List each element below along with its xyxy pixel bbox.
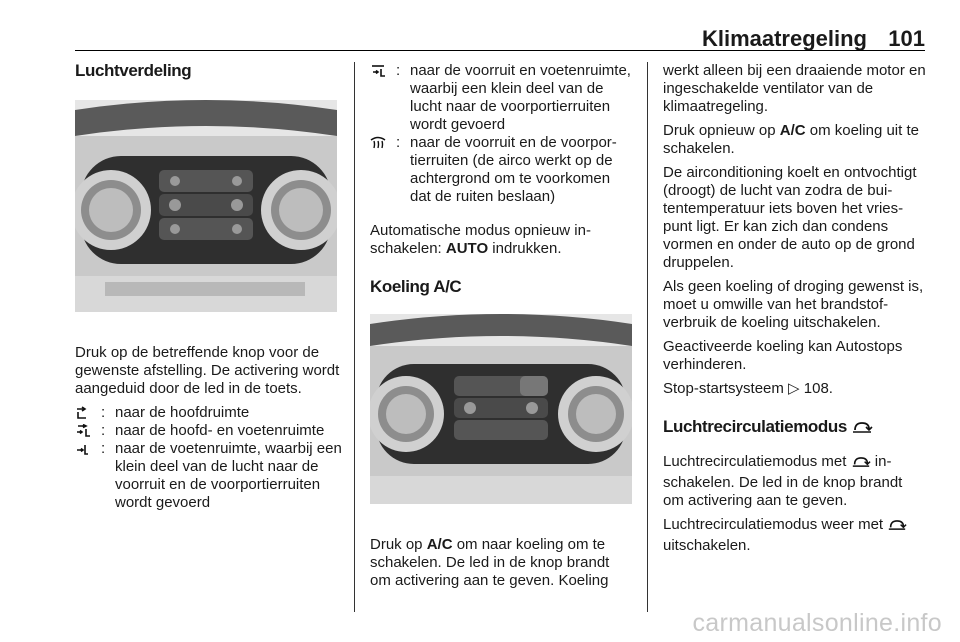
- paragraph-auto-mode: Automatische modus opnieuw inschakelen: AUTO indrukken.: [370, 222, 591, 257]
- airflow-feet-text: naar de voetenruimte, waarbij een klein deel van de lucht naar de voorruit en de voorportierruiten wordt gevoerd: [115, 440, 342, 511]
- paragraph-ac-off: Druk opnieuw op A/C om koeling uit te schakelen.: [663, 122, 919, 157]
- recirculation-icon: [851, 421, 873, 439]
- ac-label: A/C: [779, 122, 806, 139]
- airflow-head-text: naar de hoofdruimte: [115, 404, 250, 421]
- section-heading-luchtverdeling: Luchtverdeling: [75, 61, 192, 80]
- section-heading-recirculatie: Luchtrecirculatiemodus: [663, 418, 927, 439]
- list-item: : naar de voetenruimte, waarbij een klein deel van de lucht naar de voorruit en de voorportierruiten wordt gevoerd: [75, 440, 347, 512]
- airflow-definition-list: [75, 404, 347, 512]
- column-divider-1: [354, 62, 355, 612]
- ac-label: A/C: [426, 536, 453, 553]
- recirculation-icon: [887, 519, 907, 537]
- recirculation-icon: [851, 456, 871, 474]
- column-1: [75, 62, 347, 512]
- section-heading-koeling: Koeling A/C: [370, 277, 462, 296]
- paragraph-ac-condition: werkt alleen bij een draaiende motor en ingeschakelde ventilator van de klimaatregeling.: [663, 62, 926, 115]
- paragraph-press-button: Druk op de betreffende knop voor de gewenste afstelling. De activering wordt aangeduid door de led in de toets.: [75, 344, 340, 397]
- auto-label: AUTO: [445, 240, 489, 257]
- airflow-head-icon: [75, 404, 101, 422]
- paragraph-ac-on: Druk op A/C om naar koeling om te schakelen. De led in de knop brandt om activering aan te geven. Koeling: [370, 536, 610, 589]
- list-item: : naar de hoofdruimte: [75, 404, 347, 422]
- airflow-feet-icon: [75, 440, 101, 458]
- page-number: 101: [888, 26, 925, 51]
- climate-panel-ac-photo: [370, 314, 632, 504]
- column-2: [370, 62, 634, 590]
- airflow-head-feet-text: naar de hoofd- en voetenruimte: [115, 422, 325, 439]
- airflow-windscreen-feet-text: naar de voorruit en voetenruimte, waarbij een klein deel van de lucht naar de voorportierruiten wordt gevoerd: [410, 62, 631, 133]
- page-reference-link[interactable]: 108.: [803, 380, 833, 397]
- airflow-definition-list-continued: [370, 62, 634, 206]
- column-3: [663, 62, 927, 555]
- paragraph-recirculation-on: Luchtrecirculatiemodus met inschakelen. De led in de knop brandt om activering aan te geven.: [663, 453, 903, 509]
- airflow-head-feet-icon: [75, 422, 101, 440]
- list-item: : naar de voorruit en de voorportierruiten (de airco werkt op de achtergrond om te voorkomen dat de ruiten beslaan): [370, 134, 634, 206]
- column-divider-2: [647, 62, 648, 612]
- paragraph-stop-start-ref: Stop-startsysteem ▷ 108.: [663, 380, 833, 397]
- defrost-icon: [370, 134, 396, 152]
- paragraph-recirculation-off: Luchtrecirculatiemodus weer met uitschakelen.: [663, 516, 927, 555]
- airflow-windscreen-feet-icon: [370, 62, 396, 80]
- list-item: : naar de hoofd- en voetenruimte: [75, 422, 347, 440]
- watermark: carmanualsonline.info: [692, 609, 942, 637]
- paragraph-condensation: De airconditioning koelt en ontvochtigt (droogt) de lucht van zodra de buitentemperatuur iets boven het vriespunt ligt. Er kan zich dan condens vormen en onder de auto op de grond druppelen.: [663, 164, 917, 271]
- page-ref-arrow-icon: ▷: [788, 380, 800, 397]
- list-item: : naar de voorruit en voetenruimte, waarbij een klein deel van de lucht naar de voorportierruiten wordt gevoerd: [370, 62, 634, 134]
- page-title: Klimaatregeling: [701, 26, 867, 51]
- climate-panel-illustration: [75, 100, 337, 312]
- paragraph-fuel: Als geen koeling of droging gewenst is, moet u omwille van het brandstofverbruik de koeling uitschakelen.: [663, 278, 924, 331]
- climate-panel-photo: [75, 100, 337, 312]
- header-divider: [75, 50, 925, 51]
- defrost-text: naar de voorruit en de voorportierruiten (de airco werkt op de achtergrond om te voorkomen dat de ruiten beslaan): [410, 134, 617, 205]
- page-header: [75, 26, 925, 52]
- climate-panel-ac-illustration: [370, 314, 632, 504]
- paragraph-autostops: Geactiveerde koeling kan Autostops verhinderen.: [663, 338, 903, 373]
